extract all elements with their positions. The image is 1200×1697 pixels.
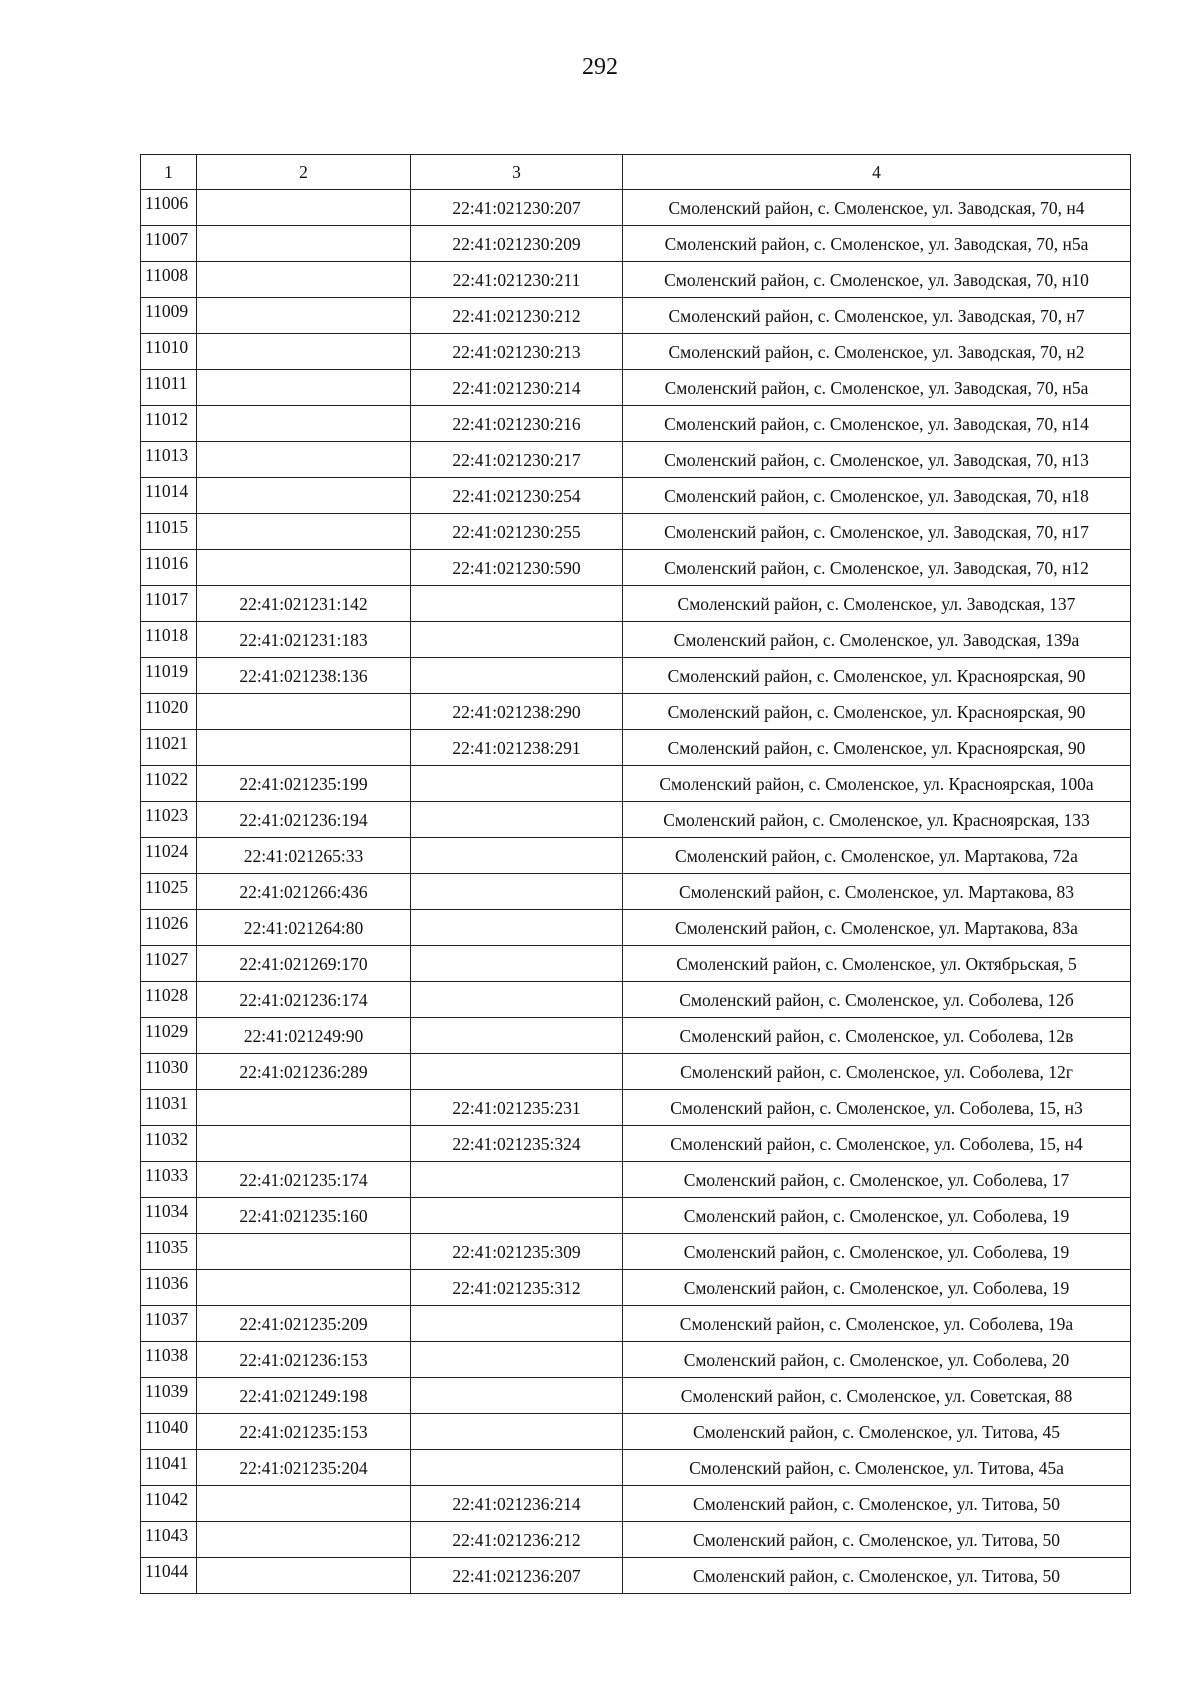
cadastral-col3-cell	[411, 1414, 623, 1450]
cadastral-col2-cell: 22:41:021236:289	[197, 1054, 411, 1090]
table-row	[141, 838, 1131, 874]
address-cell: Смоленский район, с. Смоленское, ул. Заводская, 137	[623, 586, 1131, 622]
row-number-cell: 11008	[141, 262, 197, 298]
table-row	[141, 658, 1131, 694]
cadastral-col2-cell	[197, 226, 411, 262]
cadastral-col2-cell: 22:41:021269:170	[197, 946, 411, 982]
address-cell: Смоленский район, с. Смоленское, ул. Соболева, 19	[623, 1234, 1131, 1270]
cadastral-col2-cell	[197, 334, 411, 370]
row-number-cell: 11040	[141, 1414, 197, 1450]
cadastral-col2-cell	[197, 406, 411, 442]
cadastral-col3-cell	[411, 1306, 623, 1342]
cadastral-col2-cell: 22:41:021236:194	[197, 802, 411, 838]
cadastral-col3-cell	[411, 910, 623, 946]
table-row	[141, 298, 1131, 334]
table-body	[141, 190, 1131, 1594]
row-number-cell: 11033	[141, 1162, 197, 1198]
cadastral-col2-cell: 22:41:021236:174	[197, 982, 411, 1018]
address-cell: Смоленский район, с. Смоленское, ул. Заводская, 70, н2	[623, 334, 1131, 370]
header-col-3: 3	[411, 155, 623, 190]
address-cell: Смоленский район, с. Смоленское, ул. Заводская, 70, н18	[623, 478, 1131, 514]
cadastral-col3-cell	[411, 658, 623, 694]
row-number-cell: 11022	[141, 766, 197, 802]
address-cell: Смоленский район, с. Смоленское, ул. Заводская, 70, н10	[623, 262, 1131, 298]
cadastral-col3-cell: 22:41:021236:214	[411, 1486, 623, 1522]
row-number-cell: 11011	[141, 370, 197, 406]
row-number-cell: 11006	[141, 190, 197, 226]
cadastral-col3-cell	[411, 1450, 623, 1486]
address-cell: Смоленский район, с. Смоленское, ул. Соболева, 12г	[623, 1054, 1131, 1090]
table-row	[141, 946, 1131, 982]
cadastral-col2-cell: 22:41:021249:90	[197, 1018, 411, 1054]
row-number-cell: 11036	[141, 1270, 197, 1306]
cadastral-col2-cell	[197, 1126, 411, 1162]
address-cell: Смоленский район, с. Смоленское, ул. Соболева, 12в	[623, 1018, 1131, 1054]
cadastral-col2-cell: 22:41:021231:142	[197, 586, 411, 622]
cadastral-col3-cell	[411, 946, 623, 982]
address-cell: Смоленский район, с. Смоленское, ул. Титова, 45а	[623, 1450, 1131, 1486]
row-number-cell: 11009	[141, 298, 197, 334]
cadastral-col3-cell: 22:41:021236:212	[411, 1522, 623, 1558]
cadastral-col3-cell: 22:41:021230:211	[411, 262, 623, 298]
address-cell: Смоленский район, с. Смоленское, ул. Мартакова, 83	[623, 874, 1131, 910]
row-number-cell: 11034	[141, 1198, 197, 1234]
address-cell: Смоленский район, с. Смоленское, ул. Заводская, 70, н13	[623, 442, 1131, 478]
table-row	[141, 874, 1131, 910]
address-cell: Смоленский район, с. Смоленское, ул. Красноярская, 90	[623, 730, 1131, 766]
cadastral-col2-cell: 22:41:021235:160	[197, 1198, 411, 1234]
cadastral-col3-cell	[411, 766, 623, 802]
row-number-cell: 11025	[141, 874, 197, 910]
cadastral-col2-cell	[197, 370, 411, 406]
table-row	[141, 910, 1131, 946]
row-number-cell: 11014	[141, 478, 197, 514]
table-row	[141, 730, 1131, 766]
table-row	[141, 442, 1131, 478]
cadastral-col2-cell	[197, 694, 411, 730]
cadastral-col3-cell: 22:41:021238:291	[411, 730, 623, 766]
table-row	[141, 334, 1131, 370]
cadastral-col3-cell	[411, 802, 623, 838]
row-number-cell: 11010	[141, 334, 197, 370]
cadastral-col2-cell	[197, 1090, 411, 1126]
table-header-row	[141, 155, 1131, 190]
cadastral-col3-cell	[411, 1018, 623, 1054]
row-number-cell: 11026	[141, 910, 197, 946]
cadastral-col2-cell	[197, 298, 411, 334]
row-number-cell: 11012	[141, 406, 197, 442]
table-row	[141, 1378, 1131, 1414]
address-cell: Смоленский район, с. Смоленское, ул. Соболева, 12б	[623, 982, 1131, 1018]
cadastral-col2-cell: 22:41:021266:436	[197, 874, 411, 910]
row-number-cell: 11021	[141, 730, 197, 766]
row-number-cell: 11035	[141, 1234, 197, 1270]
cadastral-col2-cell: 22:41:021235:209	[197, 1306, 411, 1342]
row-number-cell: 11015	[141, 514, 197, 550]
table-row	[141, 1486, 1131, 1522]
address-cell: Смоленский район, с. Смоленское, ул. Октябрьская, 5	[623, 946, 1131, 982]
address-cell: Смоленский район, с. Смоленское, ул. Заводская, 70, н17	[623, 514, 1131, 550]
table-row	[141, 478, 1131, 514]
row-number-cell: 11038	[141, 1342, 197, 1378]
cadastral-col2-cell	[197, 1558, 411, 1594]
cadastral-col2-cell: 22:41:021236:153	[197, 1342, 411, 1378]
table-row	[141, 1342, 1131, 1378]
table-row	[141, 1162, 1131, 1198]
row-number-cell: 11013	[141, 442, 197, 478]
row-number-cell: 11042	[141, 1486, 197, 1522]
registry-table-container	[140, 154, 1130, 1594]
cadastral-col2-cell	[197, 262, 411, 298]
cadastral-col3-cell: 22:41:021235:231	[411, 1090, 623, 1126]
row-number-cell: 11041	[141, 1450, 197, 1486]
address-cell: Смоленский район, с. Смоленское, ул. Соболева, 15, н3	[623, 1090, 1131, 1126]
cadastral-col2-cell	[197, 1486, 411, 1522]
cadastral-col3-cell: 22:41:021230:207	[411, 190, 623, 226]
cadastral-col3-cell: 22:41:021235:309	[411, 1234, 623, 1270]
cadastral-col2-cell: 22:41:021265:33	[197, 838, 411, 874]
table-row	[141, 802, 1131, 838]
table-row	[141, 586, 1131, 622]
address-cell: Смоленский район, с. Смоленское, ул. Заводская, 70, н4	[623, 190, 1131, 226]
cadastral-col3-cell: 22:41:021230:209	[411, 226, 623, 262]
cadastral-col3-cell: 22:41:021230:216	[411, 406, 623, 442]
row-number-cell: 11019	[141, 658, 197, 694]
header-col-4: 4	[623, 155, 1131, 190]
row-number-cell: 11039	[141, 1378, 197, 1414]
cadastral-col2-cell	[197, 1522, 411, 1558]
cadastral-col3-cell: 22:41:021230:254	[411, 478, 623, 514]
cadastral-col3-cell: 22:41:021230:255	[411, 514, 623, 550]
row-number-cell: 11027	[141, 946, 197, 982]
row-number-cell: 11024	[141, 838, 197, 874]
table-row	[141, 406, 1131, 442]
row-number-cell: 11044	[141, 1558, 197, 1594]
cadastral-col2-cell	[197, 730, 411, 766]
header-col-2: 2	[197, 155, 411, 190]
row-number-cell: 11023	[141, 802, 197, 838]
table-row	[141, 370, 1131, 406]
address-cell: Смоленский район, с. Смоленское, ул. Мартакова, 83а	[623, 910, 1131, 946]
address-cell: Смоленский район, с. Смоленское, ул. Титова, 50	[623, 1558, 1131, 1594]
row-number-cell: 11029	[141, 1018, 197, 1054]
table-row	[141, 514, 1131, 550]
table-row	[141, 694, 1131, 730]
cadastral-col2-cell: 22:41:021238:136	[197, 658, 411, 694]
table-row	[141, 1126, 1131, 1162]
cadastral-col3-cell	[411, 982, 623, 1018]
address-cell: Смоленский район, с. Смоленское, ул. Заводская, 70, н14	[623, 406, 1131, 442]
header-col-1: 1	[141, 155, 197, 190]
cadastral-col3-cell	[411, 1378, 623, 1414]
row-number-cell: 11037	[141, 1306, 197, 1342]
table-row	[141, 190, 1131, 226]
cadastral-col3-cell	[411, 622, 623, 658]
address-cell: Смоленский район, с. Смоленское, ул. Титова, 50	[623, 1486, 1131, 1522]
table-row	[141, 1018, 1131, 1054]
row-number-cell: 11032	[141, 1126, 197, 1162]
address-cell: Смоленский район, с. Смоленское, ул. Соболева, 17	[623, 1162, 1131, 1198]
cadastral-col3-cell: 22:41:021235:312	[411, 1270, 623, 1306]
address-cell: Смоленский район, с. Смоленское, ул. Соболева, 15, н4	[623, 1126, 1131, 1162]
table-row	[141, 982, 1131, 1018]
address-cell: Смоленский район, с. Смоленское, ул. Соболева, 19	[623, 1198, 1131, 1234]
cadastral-col3-cell: 22:41:021230:217	[411, 442, 623, 478]
address-cell: Смоленский район, с. Смоленское, ул. Красноярская, 90	[623, 658, 1131, 694]
address-cell: Смоленский район, с. Смоленское, ул. Мартакова, 72а	[623, 838, 1131, 874]
cadastral-col3-cell: 22:41:021230:213	[411, 334, 623, 370]
cadastral-col3-cell	[411, 1342, 623, 1378]
cadastral-col3-cell: 22:41:021235:324	[411, 1126, 623, 1162]
table-row	[141, 550, 1131, 586]
address-cell: Смоленский район, с. Смоленское, ул. Заводская, 70, н12	[623, 550, 1131, 586]
table-row	[141, 1414, 1131, 1450]
table-row	[141, 1522, 1131, 1558]
cadastral-col3-cell: 22:41:021230:214	[411, 370, 623, 406]
row-number-cell: 11028	[141, 982, 197, 1018]
cadastral-col2-cell: 22:41:021249:198	[197, 1378, 411, 1414]
address-cell: Смоленский район, с. Смоленское, ул. Красноярская, 133	[623, 802, 1131, 838]
address-cell: Смоленский район, с. Смоленское, ул. Соболева, 20	[623, 1342, 1131, 1378]
row-number-cell: 11017	[141, 586, 197, 622]
address-cell: Смоленский район, с. Смоленское, ул. Красноярская, 100а	[623, 766, 1131, 802]
table-row	[141, 1270, 1131, 1306]
table-row	[141, 1558, 1131, 1594]
cadastral-col2-cell: 22:41:021235:199	[197, 766, 411, 802]
cadastral-col3-cell	[411, 838, 623, 874]
cadastral-col3-cell	[411, 1162, 623, 1198]
table-row	[141, 1450, 1131, 1486]
address-cell: Смоленский район, с. Смоленское, ул. Титова, 45	[623, 1414, 1131, 1450]
table-row	[141, 1054, 1131, 1090]
cadastral-col3-cell	[411, 1198, 623, 1234]
page-number: 292	[582, 54, 618, 80]
cadastral-col2-cell: 22:41:021235:204	[197, 1450, 411, 1486]
cadastral-col3-cell: 22:41:021230:590	[411, 550, 623, 586]
cadastral-col2-cell	[197, 550, 411, 586]
cadastral-col2-cell	[197, 190, 411, 226]
cadastral-col2-cell	[197, 514, 411, 550]
address-cell: Смоленский район, с. Смоленское, ул. Соболева, 19	[623, 1270, 1131, 1306]
address-cell: Смоленский район, с. Смоленское, ул. Заводская, 139а	[623, 622, 1131, 658]
cadastral-col3-cell	[411, 874, 623, 910]
address-cell: Смоленский район, с. Смоленское, ул. Заводская, 70, н5а	[623, 370, 1131, 406]
row-number-cell: 11030	[141, 1054, 197, 1090]
cadastral-col3-cell: 22:41:021230:212	[411, 298, 623, 334]
address-cell: Смоленский район, с. Смоленское, ул. Соболева, 19а	[623, 1306, 1131, 1342]
table-row	[141, 1306, 1131, 1342]
cadastral-col2-cell: 22:41:021231:183	[197, 622, 411, 658]
cadastral-col2-cell	[197, 1234, 411, 1270]
cadastral-col2-cell	[197, 442, 411, 478]
table-row	[141, 766, 1131, 802]
address-cell: Смоленский район, с. Смоленское, ул. Советская, 88	[623, 1378, 1131, 1414]
cadastral-col2-cell: 22:41:021235:174	[197, 1162, 411, 1198]
cadastral-col3-cell	[411, 1054, 623, 1090]
address-cell: Смоленский район, с. Смоленское, ул. Заводская, 70, н7	[623, 298, 1131, 334]
table-row	[141, 262, 1131, 298]
row-number-cell: 11007	[141, 226, 197, 262]
registry-table	[140, 154, 1131, 1594]
row-number-cell: 11031	[141, 1090, 197, 1126]
table-row	[141, 1198, 1131, 1234]
address-cell: Смоленский район, с. Смоленское, ул. Заводская, 70, н5а	[623, 226, 1131, 262]
cadastral-col3-cell	[411, 586, 623, 622]
cadastral-col2-cell: 22:41:021235:153	[197, 1414, 411, 1450]
address-cell: Смоленский район, с. Смоленское, ул. Титова, 50	[623, 1522, 1131, 1558]
cadastral-col2-cell: 22:41:021264:80	[197, 910, 411, 946]
row-number-cell: 11016	[141, 550, 197, 586]
cadastral-col3-cell: 22:41:021238:290	[411, 694, 623, 730]
cadastral-col2-cell	[197, 478, 411, 514]
cadastral-col3-cell: 22:41:021236:207	[411, 1558, 623, 1594]
table-row	[141, 1234, 1131, 1270]
cadastral-col2-cell	[197, 1270, 411, 1306]
row-number-cell: 11043	[141, 1522, 197, 1558]
address-cell: Смоленский район, с. Смоленское, ул. Красноярская, 90	[623, 694, 1131, 730]
table-row	[141, 1090, 1131, 1126]
row-number-cell: 11018	[141, 622, 197, 658]
table-row	[141, 622, 1131, 658]
row-number-cell: 11020	[141, 694, 197, 730]
table-row	[141, 226, 1131, 262]
